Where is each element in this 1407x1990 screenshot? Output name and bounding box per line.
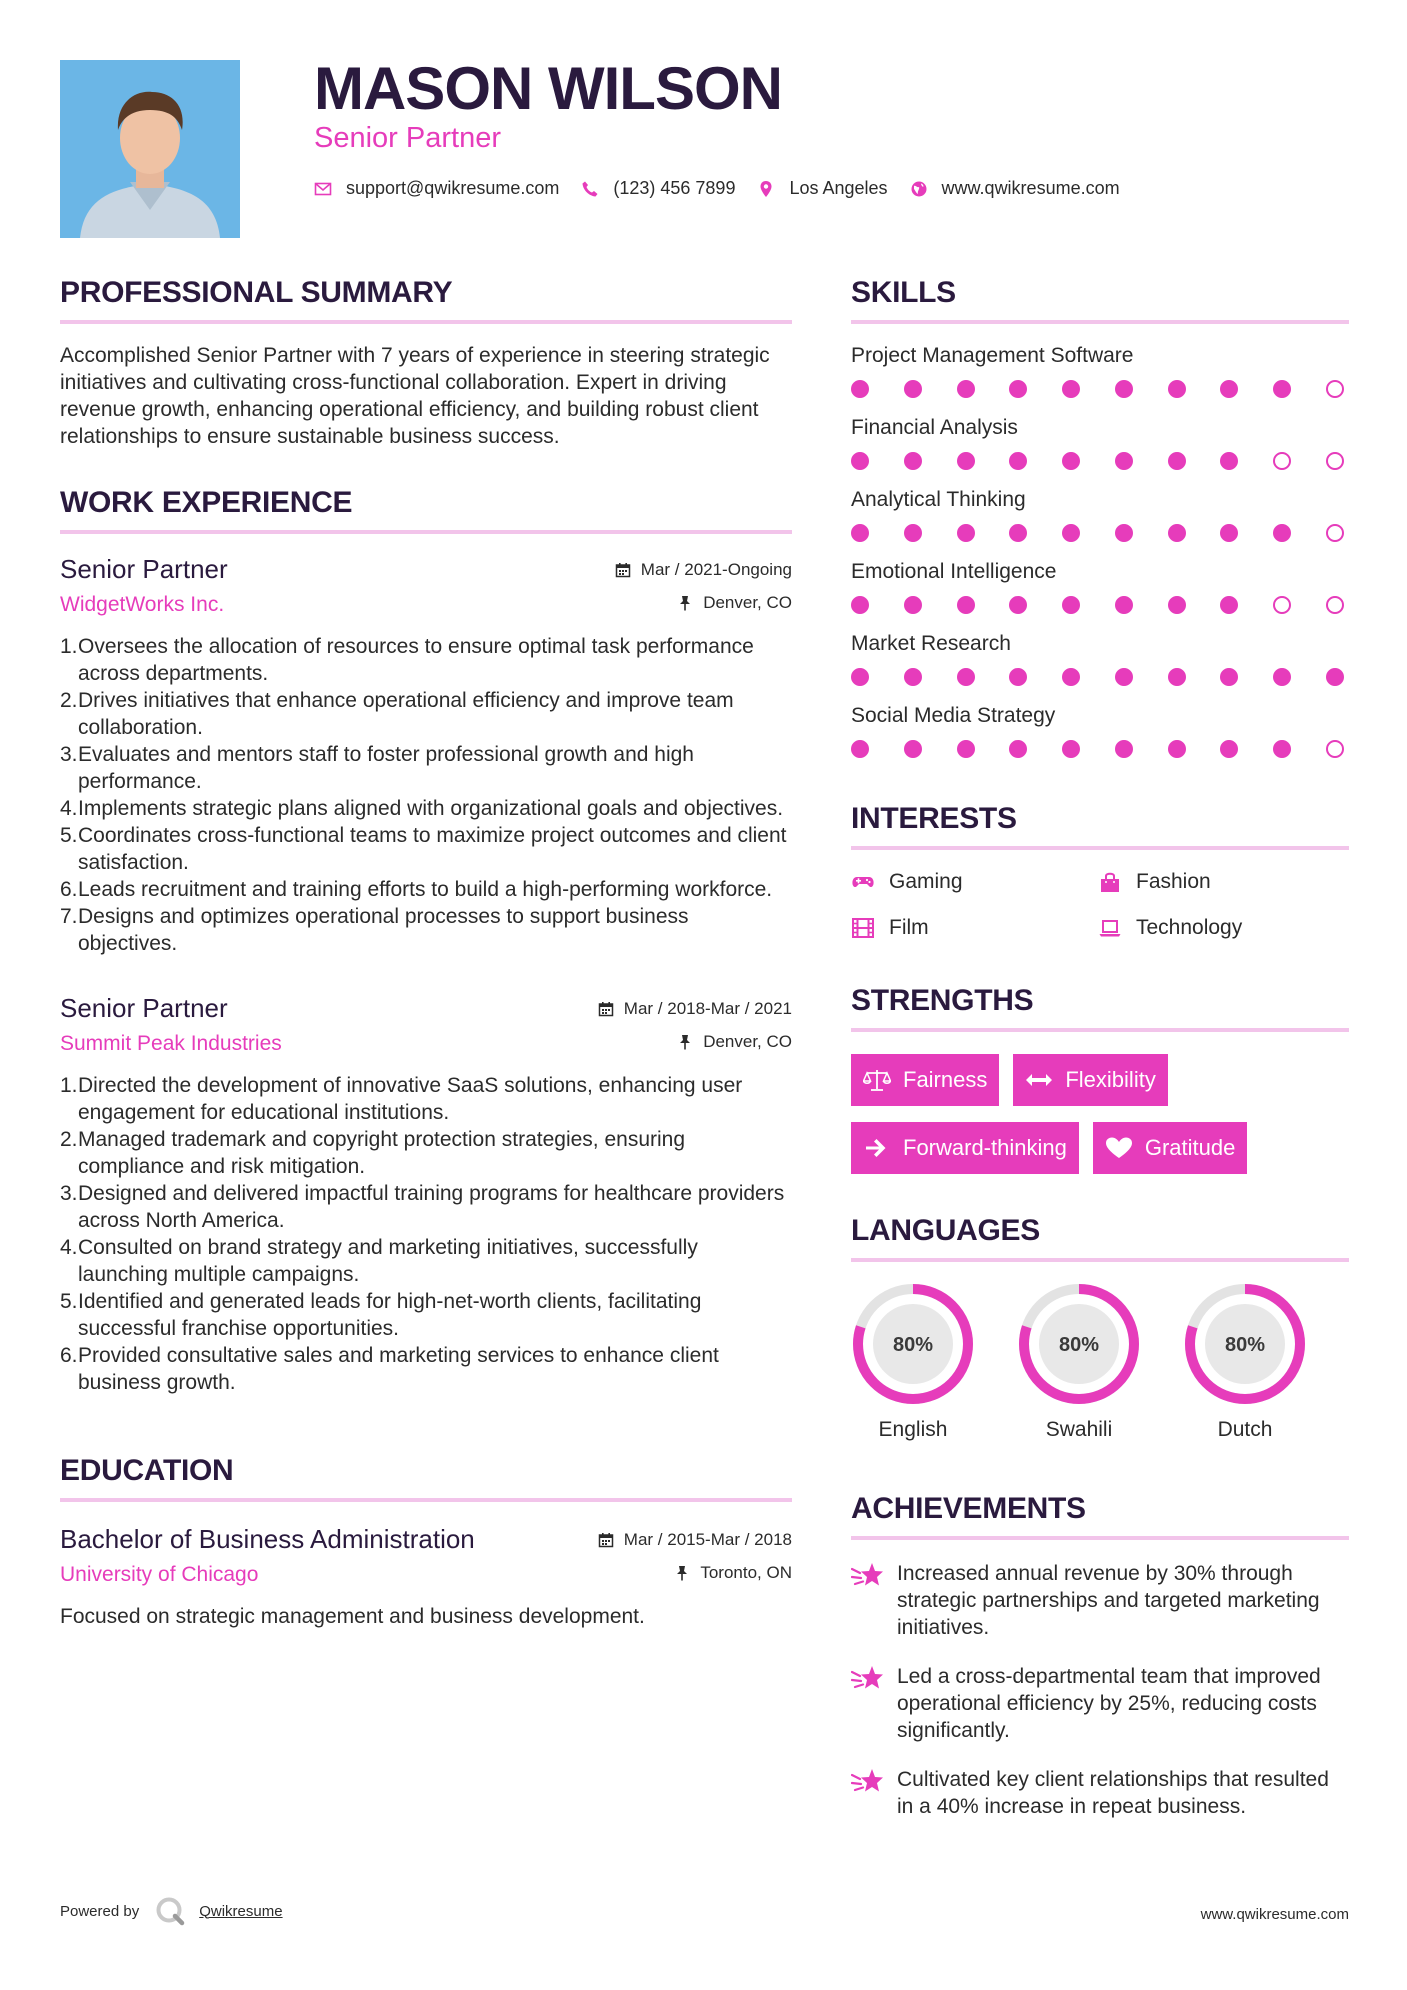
strength-chip xyxy=(1013,1054,1167,1106)
rating-dot-filled xyxy=(1220,596,1238,614)
job-bullet xyxy=(60,876,792,903)
education-entry xyxy=(60,1524,792,1630)
skill-item xyxy=(851,416,1349,470)
job-location xyxy=(677,593,792,613)
language-ring xyxy=(1183,1282,1307,1406)
person-photo-icon xyxy=(60,60,240,238)
rating-dot-filled xyxy=(1009,596,1027,614)
language-ring xyxy=(851,1282,975,1406)
balance-scale-icon xyxy=(863,1068,891,1092)
skill-name: Analytical Thinking xyxy=(851,488,1026,511)
bullet-text: Evaluates and mentors staff to foster professional growth and high performance. xyxy=(78,743,694,793)
rating-dot-filled xyxy=(851,380,869,398)
job-bullet xyxy=(60,1234,792,1288)
interest-item xyxy=(851,916,1098,940)
summary-heading: PROFESSIONAL SUMMARY xyxy=(60,276,453,309)
language-percent: 80% xyxy=(1224,1334,1266,1356)
rating-dot-filled xyxy=(1168,524,1186,542)
rating-dot-filled xyxy=(957,596,975,614)
rating-dot-empty xyxy=(1273,452,1291,470)
laptop-icon xyxy=(1098,916,1122,940)
section-divider xyxy=(60,320,792,324)
languages-section xyxy=(851,1214,1349,1442)
shopping-bag-icon xyxy=(1098,870,1122,894)
bullet-text: Managed trademark and copyright protection strategies, ensuring compliance and risk mitigation. xyxy=(78,1128,686,1178)
rating-dot-filled xyxy=(1168,380,1186,398)
rating-dot-filled xyxy=(851,740,869,758)
job-bullet xyxy=(60,795,792,822)
rating-dot-filled xyxy=(1062,524,1080,542)
skill-item xyxy=(851,704,1349,758)
rating-dot-filled xyxy=(1220,668,1238,686)
language-percent: 80% xyxy=(1058,1334,1100,1356)
bullet-number: 3. xyxy=(60,743,78,766)
pushpin-icon xyxy=(674,1565,690,1581)
bullet-number: 6. xyxy=(60,1344,78,1367)
job-title: Senior Partner xyxy=(60,554,228,584)
candidate-name: MASON WILSON xyxy=(314,55,782,122)
strengths-section xyxy=(851,984,1349,1190)
footer-website[interactable]: www.qwikresume.com xyxy=(1200,1906,1349,1923)
calendar-icon xyxy=(615,562,631,578)
skill-item xyxy=(851,632,1349,686)
map-pin-icon xyxy=(757,180,775,198)
skill-rating xyxy=(851,596,1344,614)
shooting-star-icon xyxy=(851,1560,885,1590)
qwikresume-logo-icon xyxy=(155,1896,185,1926)
strength-label: Forward-thinking xyxy=(903,1135,1067,1160)
skill-name: Emotional Intelligence xyxy=(851,560,1057,583)
rating-dot-empty xyxy=(1326,380,1344,398)
arrows-horizontal-icon xyxy=(1025,1068,1053,1092)
rating-dot-filled xyxy=(904,452,922,470)
skill-name: Project Management Software xyxy=(851,344,1134,367)
rating-dot-filled xyxy=(1168,668,1186,686)
skills-section xyxy=(851,276,1349,758)
arrow-right-icon xyxy=(863,1136,891,1160)
strengths-heading: STRENGTHS xyxy=(851,984,1034,1017)
rating-dot-filled xyxy=(1168,740,1186,758)
job-bullet xyxy=(60,822,792,876)
skill-item xyxy=(851,488,1349,542)
achievements-heading: ACHIEVEMENTS xyxy=(851,1492,1086,1525)
brand-link[interactable]: Qwikresume xyxy=(199,1902,283,1920)
interest-item xyxy=(1098,870,1345,894)
contact-bar xyxy=(314,178,1142,199)
education-location xyxy=(674,1563,792,1583)
pushpin-icon xyxy=(677,595,693,611)
achievement-text: Led a cross-departmental team that improved operational efficiency by 25%, reducing costs significantly. xyxy=(897,1665,1321,1742)
rating-dot-filled xyxy=(1273,740,1291,758)
rating-dot-filled xyxy=(1115,524,1133,542)
globe-icon xyxy=(910,180,928,198)
job-location-text: Denver, CO xyxy=(703,593,792,612)
rating-dot-filled xyxy=(1009,740,1027,758)
skill-rating xyxy=(851,524,1344,542)
rating-dot-filled xyxy=(1062,740,1080,758)
job-bullets xyxy=(60,1072,792,1396)
achievement-text: Increased annual revenue by 30% through strategic partnerships and targeted marketing initiatives. xyxy=(897,1562,1320,1639)
rating-dot-filled xyxy=(1273,380,1291,398)
job-title: Senior Partner xyxy=(60,993,228,1023)
rating-dot-filled xyxy=(1009,668,1027,686)
job-bullet xyxy=(60,903,792,957)
email-text: support@qwikresume.com xyxy=(346,178,560,198)
rating-dot-filled xyxy=(904,668,922,686)
rating-dot-filled xyxy=(1220,452,1238,470)
degree-title: Bachelor of Business Administration xyxy=(60,1524,475,1554)
rating-dot-filled xyxy=(904,380,922,398)
rating-dot-filled xyxy=(1273,668,1291,686)
location-text: Los Angeles xyxy=(789,178,888,198)
bullet-text: Designs and optimizes operational processes to support business objectives. xyxy=(78,905,689,955)
job-location xyxy=(677,1032,792,1052)
website-text: www.qwikresume.com xyxy=(941,178,1120,198)
phone-text: (123) 456 7899 xyxy=(613,178,736,198)
rating-dot-empty xyxy=(1326,740,1344,758)
bullet-number: 1. xyxy=(60,635,78,658)
rating-dot-filled xyxy=(1009,380,1027,398)
rating-dot-filled xyxy=(904,524,922,542)
strength-label: Gratitude xyxy=(1144,1135,1236,1160)
rating-dot-filled xyxy=(1115,596,1133,614)
education-description: Focused on strategic management and business development. xyxy=(60,1605,645,1628)
left-column xyxy=(60,276,792,1630)
bullet-number: 1. xyxy=(60,1074,78,1097)
bullet-number: 7. xyxy=(60,905,78,928)
skill-rating xyxy=(851,668,1344,686)
rating-dot-filled xyxy=(1326,668,1344,686)
bullet-text: Consulted on brand strategy and marketing initiatives, successfully launching multiple campaigns. xyxy=(78,1236,698,1286)
bullet-text: Implements strategic plans aligned with organizational goals and objectives. xyxy=(78,797,784,820)
rating-dot-filled xyxy=(957,668,975,686)
language-list xyxy=(851,1282,1349,1442)
interest-label: Gaming xyxy=(889,870,963,893)
rating-dot-filled xyxy=(1220,740,1238,758)
section-divider xyxy=(851,1028,1349,1032)
rating-dot-filled xyxy=(1115,740,1133,758)
rating-dot-filled xyxy=(957,740,975,758)
section-divider xyxy=(851,846,1349,850)
job-bullet xyxy=(60,741,792,795)
skill-rating xyxy=(851,380,1344,398)
achievement-text: Cultivated key client relationships that resulted in a 40% increase in repeat business. xyxy=(897,1768,1329,1818)
language-percent: 80% xyxy=(892,1334,934,1356)
rating-dot-filled xyxy=(1220,380,1238,398)
rating-dot-filled xyxy=(1009,452,1027,470)
skill-list xyxy=(851,344,1349,758)
education-date xyxy=(598,1530,792,1550)
job-date-text: Mar / 2018-Mar / 2021 xyxy=(623,999,792,1018)
bullet-number: 6. xyxy=(60,878,78,901)
pushpin-icon xyxy=(677,1034,693,1050)
rating-dot-filled xyxy=(1115,380,1133,398)
company-name: Summit Peak Industries xyxy=(60,1032,282,1055)
bullet-text: Leads recruitment and training efforts to build a high-performing workforce. xyxy=(78,878,773,901)
contact-website[interactable] xyxy=(910,178,1120,199)
section-divider xyxy=(60,530,792,534)
envelope-icon xyxy=(314,180,332,198)
rating-dot-filled xyxy=(1115,452,1133,470)
education-section xyxy=(60,1454,792,1630)
skill-name: Financial Analysis xyxy=(851,416,1018,439)
bullet-number: 4. xyxy=(60,1236,78,1259)
achievement-item xyxy=(851,1663,1349,1744)
rating-dot-filled xyxy=(1062,380,1080,398)
job-bullets xyxy=(60,633,792,957)
bullet-number: 5. xyxy=(60,1290,78,1313)
languages-heading: LANGUAGES xyxy=(851,1214,1040,1247)
interests-section xyxy=(851,802,1349,940)
right-column xyxy=(851,276,1349,1820)
language-item xyxy=(1183,1282,1307,1442)
rating-dot-filled xyxy=(1062,596,1080,614)
section-divider xyxy=(851,320,1349,324)
bullet-text: Designed and delivered impactful training programs for healthcare providers across North America. xyxy=(78,1182,785,1232)
rating-dot-filled xyxy=(1168,596,1186,614)
job-entry xyxy=(60,554,792,957)
company-name: WidgetWorks Inc. xyxy=(60,593,225,616)
language-item xyxy=(1017,1282,1141,1442)
rating-dot-filled xyxy=(904,740,922,758)
skills-heading: SKILLS xyxy=(851,276,956,309)
interest-item xyxy=(851,870,1098,894)
profile-photo xyxy=(60,60,240,238)
skill-rating xyxy=(851,452,1344,470)
strength-chip xyxy=(851,1122,1079,1174)
skill-item xyxy=(851,560,1349,614)
footer-powered-by xyxy=(60,1896,283,1926)
job-date xyxy=(615,560,792,580)
powered-by-label: Powered by xyxy=(60,1902,140,1920)
strength-list xyxy=(851,1054,1349,1190)
bullet-number: 2. xyxy=(60,689,78,712)
experience-section xyxy=(60,486,792,1396)
strength-chip xyxy=(1093,1122,1248,1174)
language-name: English xyxy=(878,1418,948,1441)
bullet-text: Oversees the allocation of resources to ensure optimal task performance across departments. xyxy=(78,635,754,685)
job-date-text: Mar / 2021-Ongoing xyxy=(640,560,792,579)
calendar-icon xyxy=(598,1001,614,1017)
phone-icon xyxy=(581,180,599,198)
contact-phone[interactable] xyxy=(581,178,735,199)
interest-list xyxy=(851,870,1349,940)
skill-name: Social Media Strategy xyxy=(851,704,1056,727)
rating-dot-filled xyxy=(957,452,975,470)
job-bullet xyxy=(60,687,792,741)
language-name: Dutch xyxy=(1217,1418,1273,1441)
interest-item xyxy=(1098,916,1345,940)
job-entry xyxy=(60,993,792,1396)
job-bullet xyxy=(60,1126,792,1180)
rating-dot-filled xyxy=(957,524,975,542)
rating-dot-empty xyxy=(1326,524,1344,542)
achievements-section xyxy=(851,1492,1349,1820)
shooting-star-icon xyxy=(851,1663,885,1693)
skill-rating xyxy=(851,740,1344,758)
rating-dot-filled xyxy=(851,452,869,470)
candidate-title: Senior Partner xyxy=(314,122,501,154)
strength-chip xyxy=(851,1054,999,1106)
rating-dot-filled xyxy=(851,524,869,542)
rating-dot-filled xyxy=(1115,668,1133,686)
rating-dot-empty xyxy=(1326,596,1344,614)
education-date-text: Mar / 2015-Mar / 2018 xyxy=(623,1530,792,1549)
job-date xyxy=(598,999,792,1019)
shooting-star-icon xyxy=(851,1766,885,1796)
job-bullet xyxy=(60,1288,792,1342)
bullet-text: Identified and generated leads for high-net-worth clients, facilitating successful franchise opportunities. xyxy=(78,1290,702,1340)
job-bullet xyxy=(60,1342,792,1396)
gamepad-icon xyxy=(851,870,875,894)
rating-dot-filled xyxy=(851,668,869,686)
rating-dot-filled xyxy=(1062,668,1080,686)
job-bullet xyxy=(60,1072,792,1126)
strength-label: Flexibility xyxy=(1065,1067,1156,1092)
summary-text: Accomplished Senior Partner with 7 years of experience in steering strategic initiatives and cultivating cross-functional collaboration. Expert in driving revenue growth, enhancing operational efficiency, and building robust client relationships to ensure sustainable business success. xyxy=(60,344,770,448)
job-list xyxy=(60,554,792,1396)
summary-section xyxy=(60,276,792,450)
bullet-text: Provided consultative sales and marketing services to enhance client business growth. xyxy=(78,1344,719,1394)
education-heading: EDUCATION xyxy=(60,1454,234,1487)
bullet-text: Coordinates cross-functional teams to maximize project outcomes and client satisfaction. xyxy=(78,824,787,874)
education-location-text: Toronto, ON xyxy=(700,1563,792,1582)
achievement-list xyxy=(851,1560,1349,1820)
language-ring xyxy=(1017,1282,1141,1406)
rating-dot-empty xyxy=(1326,452,1344,470)
rating-dot-filled xyxy=(904,596,922,614)
rating-dot-filled xyxy=(1220,524,1238,542)
section-divider xyxy=(60,1498,792,1502)
section-divider xyxy=(851,1258,1349,1262)
skill-item xyxy=(851,344,1349,398)
achievement-item xyxy=(851,1766,1349,1820)
interest-label: Film xyxy=(889,916,929,939)
bullet-text: Directed the development of innovative SaaS solutions, enhancing user engagement for educational institutions. xyxy=(78,1074,743,1124)
section-divider xyxy=(851,1536,1349,1540)
interest-label: Technology xyxy=(1136,916,1243,939)
language-item xyxy=(851,1282,975,1442)
job-bullet xyxy=(60,1180,792,1234)
rating-dot-empty xyxy=(1273,596,1291,614)
job-location-text: Denver, CO xyxy=(703,1032,792,1051)
rating-dot-filled xyxy=(1062,452,1080,470)
contact-email[interactable] xyxy=(314,178,559,199)
language-name: Swahili xyxy=(1045,1418,1113,1441)
heart-icon xyxy=(1105,1136,1133,1160)
interests-heading: INTERESTS xyxy=(851,802,1017,835)
calendar-icon xyxy=(598,1532,614,1548)
rating-dot-filled xyxy=(957,380,975,398)
bullet-number: 2. xyxy=(60,1128,78,1151)
interest-label: Fashion xyxy=(1136,870,1211,893)
bullet-number: 5. xyxy=(60,824,78,847)
rating-dot-filled xyxy=(1168,452,1186,470)
bullet-number: 3. xyxy=(60,1182,78,1205)
bullet-number: 4. xyxy=(60,797,78,820)
experience-heading: WORK EXPERIENCE xyxy=(60,486,353,519)
rating-dot-filled xyxy=(1273,524,1291,542)
rating-dot-filled xyxy=(851,596,869,614)
contact-location xyxy=(757,178,887,199)
bullet-text: Drives initiatives that enhance operational efficiency and improve team collaboration. xyxy=(78,689,734,739)
school-name: University of Chicago xyxy=(60,1563,259,1586)
strength-label: Fairness xyxy=(903,1067,988,1092)
job-bullet xyxy=(60,633,792,687)
rating-dot-filled xyxy=(1009,524,1027,542)
film-icon xyxy=(851,916,875,940)
skill-name: Market Research xyxy=(851,632,1011,655)
achievement-item xyxy=(851,1560,1349,1641)
